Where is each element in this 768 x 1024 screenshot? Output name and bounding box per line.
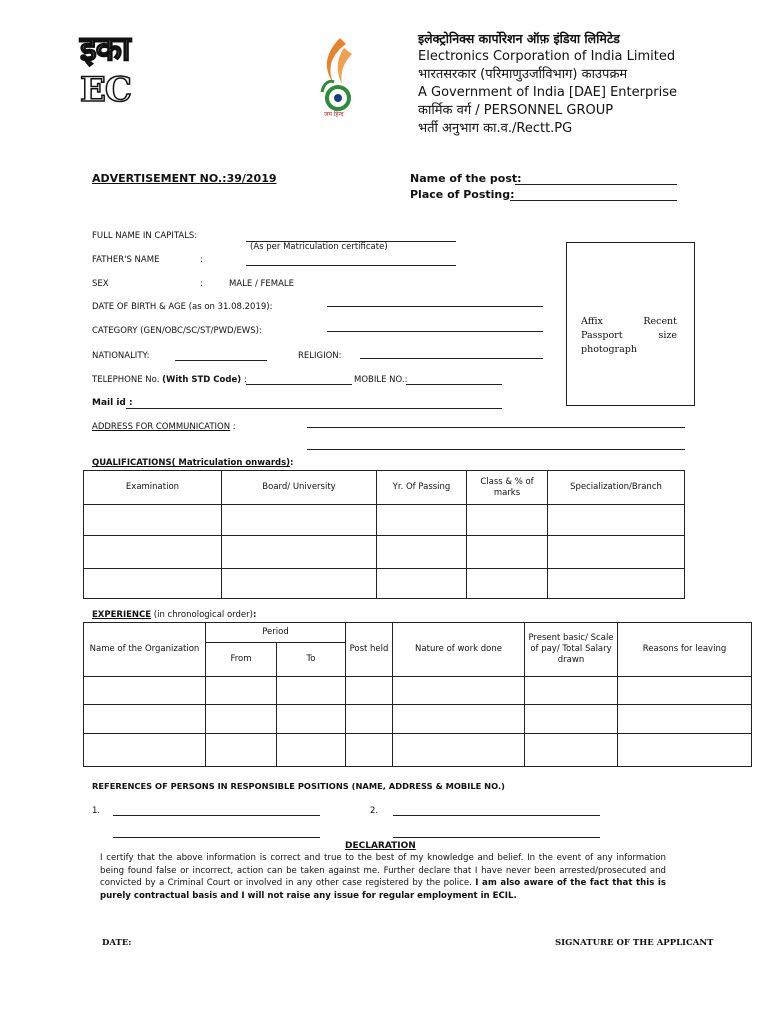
table-cell[interactable]	[525, 734, 618, 767]
category-label: CATEGORY (GEN/OBC/SC/ST/PWD/EWS):	[92, 326, 262, 336]
declaration-text	[100, 852, 666, 902]
emblem-caption: जय हिन्द	[324, 111, 344, 118]
photo-text-recent: Recent	[643, 316, 677, 327]
religion-label: RELIGION:	[298, 351, 342, 361]
company-header	[418, 30, 748, 138]
qualifications-title-colon: :	[290, 458, 294, 468]
table-cell[interactable]	[277, 734, 346, 767]
table-cell[interactable]	[618, 677, 752, 705]
table-cell[interactable]	[346, 677, 393, 705]
header-rectt: भर्ती अनुभाग का.व./Rectt.PG	[418, 121, 573, 136]
photo-text-affix: Affix	[581, 316, 603, 327]
father-name-label: FATHER'S NAME	[92, 255, 160, 265]
table-cell[interactable]	[467, 536, 548, 569]
nationality-field[interactable]	[175, 360, 267, 361]
experience-title-colon: :	[252, 610, 257, 620]
reference-1-number: 1.	[92, 806, 101, 816]
address-label-text: ADDRESS FOR COMMUNICATION	[92, 422, 231, 432]
header-english-govt: A Government of India [DAE] Enterprise	[418, 85, 677, 100]
logo-text: इका EC	[80, 29, 131, 110]
reference-2-line-2[interactable]	[393, 837, 600, 838]
sex-colon: :	[200, 279, 203, 289]
table-cell[interactable]	[393, 705, 525, 734]
photo-text-size: size	[658, 330, 677, 341]
qual-header-examination: Examination	[84, 471, 222, 505]
exp-header-nature: Nature of work done	[393, 623, 525, 677]
table-cell[interactable]	[548, 569, 685, 599]
table-cell[interactable]	[84, 536, 222, 569]
mail-label-text: Mail id	[92, 398, 126, 408]
qual-header-year: Yr. Of Passing	[377, 471, 467, 505]
table-row[interactable]	[84, 505, 685, 536]
table-row[interactable]	[84, 705, 752, 734]
mobile-field[interactable]	[406, 384, 502, 385]
qualifications-table	[83, 470, 685, 599]
address-label	[92, 422, 236, 432]
table-cell[interactable]	[467, 569, 548, 599]
religion-field[interactable]	[360, 358, 543, 359]
address-field-line-1[interactable]	[307, 427, 685, 428]
emblem-logo	[300, 32, 378, 122]
table-cell[interactable]	[377, 536, 467, 569]
dob-field[interactable]	[327, 306, 543, 307]
header-hindi-name: इलेक्ट्रोनिक्स कार्पोरेशन ऑफ़ इंडिया लिमिटेड	[418, 31, 620, 46]
table-cell[interactable]	[84, 505, 222, 536]
post-name-label: Name of the post:	[410, 172, 522, 185]
sex-label: SEX	[92, 279, 109, 289]
exp-header-period: Period	[206, 623, 346, 643]
signature-label: SIGNATURE OF THE APPLICANT	[555, 938, 714, 948]
advertisement-number: ADVERTISEMENT NO.:39/2019	[92, 172, 277, 185]
category-field[interactable]	[327, 331, 543, 332]
qual-header-board: Board/ University	[222, 471, 377, 505]
table-cell[interactable]	[222, 569, 377, 599]
table-cell[interactable]	[84, 569, 222, 599]
declaration-body-bold: I am also aware of the fact that this is purely contractual basis and I will not raise any issue for regular employment in ECIL.	[100, 878, 666, 901]
experience-header-row-1	[84, 623, 752, 643]
experience-title-text: EXPERIENCE	[92, 610, 152, 620]
exp-header-from: From	[206, 643, 277, 677]
mail-colon: :	[129, 398, 133, 408]
table-cell[interactable]	[377, 569, 467, 599]
father-name-colon: :	[200, 255, 203, 265]
exp-header-reasons: Reasons for leaving	[618, 623, 752, 677]
telephone-std-note: (With STD Code)	[162, 375, 242, 385]
table-row[interactable]	[84, 569, 685, 599]
reference-2-number: 2.	[370, 806, 379, 816]
table-cell[interactable]	[84, 705, 206, 734]
nationality-label: NATIONALITY:	[92, 351, 150, 361]
references-title: REFERENCES OF PERSONS IN RESPONSIBLE POSITIONS (NAME, ADDRESS & MOBILE NO.)	[92, 781, 505, 791]
table-cell[interactable]	[393, 734, 525, 767]
table-cell[interactable]	[206, 734, 277, 767]
table-cell[interactable]	[525, 677, 618, 705]
table-cell[interactable]	[525, 705, 618, 734]
experience-table	[83, 622, 752, 767]
table-cell[interactable]	[393, 677, 525, 705]
table-cell[interactable]	[222, 505, 377, 536]
declaration-body: I certify that the above information is correct and true to the best of my knowledge and belief. In the event of any information being found false or incorrect, action can be taken against me. Further declare that I have never been arrested/prosecuted and convicted by a Criminal Court or involved in any other case registered by the police.	[100, 853, 666, 889]
table-cell[interactable]	[277, 677, 346, 705]
qual-header-specialization: Specialization/Branch	[548, 471, 685, 505]
photo-text-passport: Passport	[581, 330, 623, 341]
father-name-field[interactable]	[246, 265, 456, 266]
full-name-label: FULL NAME IN CAPITALS:	[92, 231, 198, 241]
table-cell[interactable]	[377, 505, 467, 536]
address-field-line-2[interactable]	[307, 449, 685, 450]
mobile-label: MOBILE NO.:	[354, 375, 408, 385]
header-hindi-govt: भारतसरकार (परिमाणुउर्जाविभाग) काउपक्रम	[418, 67, 628, 82]
posting-place-label: Place of Posting:	[410, 188, 515, 201]
qualifications-title	[92, 458, 293, 468]
table-cell[interactable]	[277, 705, 346, 734]
reference-1-line-1[interactable]	[113, 815, 320, 816]
qual-header-class: Class & % of marks	[467, 471, 548, 505]
experience-title	[92, 610, 256, 620]
table-cell[interactable]	[618, 734, 752, 767]
exp-header-pay: Present basic/ Scale of pay/ Total Salary drawn	[525, 623, 618, 677]
mail-label	[92, 398, 133, 408]
table-cell[interactable]	[84, 677, 206, 705]
table-cell[interactable]	[548, 536, 685, 569]
declaration-title: DECLARATION	[345, 841, 416, 851]
exp-header-organization: Name of the Organization	[84, 623, 206, 677]
reference-2-line-1[interactable]	[393, 815, 600, 816]
table-cell[interactable]	[346, 734, 393, 767]
table-cell[interactable]	[206, 677, 277, 705]
telephone-label	[92, 375, 247, 385]
experience-title-note: (in chronological order)	[151, 610, 253, 620]
reference-1-line-2[interactable]	[113, 837, 320, 838]
emblem-icon	[300, 32, 378, 122]
matriculation-note: (As per Matriculation certificate)	[250, 242, 388, 252]
photo-box[interactable]	[566, 242, 695, 406]
telephone-colon: :	[241, 375, 247, 385]
table-cell[interactable]	[84, 734, 206, 767]
table-cell[interactable]	[467, 505, 548, 536]
exp-header-post: Post held	[346, 623, 393, 677]
table-cell[interactable]	[548, 505, 685, 536]
table-cell[interactable]	[618, 705, 752, 734]
posting-place-field[interactable]	[510, 200, 677, 201]
address-colon: :	[232, 422, 236, 432]
qualifications-header-row	[84, 471, 685, 505]
photo-text-photograph: photograph	[581, 344, 637, 355]
date-label: DATE:	[102, 938, 132, 948]
telephone-field[interactable]	[246, 384, 352, 385]
ecil-logo	[80, 24, 190, 110]
photo-instruction	[581, 315, 677, 357]
telephone-label-text: TELEPHONE No.	[92, 375, 163, 385]
sex-options[interactable]: MALE / FEMALE	[229, 279, 295, 289]
table-cell[interactable]	[222, 536, 377, 569]
table-row[interactable]	[84, 734, 752, 767]
mail-field[interactable]	[126, 408, 502, 409]
dob-label: DATE OF BIRTH & AGE (as on 31.08.2019):	[92, 302, 273, 312]
header-personnel-group: कार्मिक वर्ग / PERSONNEL GROUP	[418, 103, 614, 118]
table-cell[interactable]	[206, 705, 277, 734]
post-name-field[interactable]	[515, 184, 677, 185]
exp-header-to: To	[277, 643, 346, 677]
header-english-name: Electronics Corporation of India Limited	[418, 49, 676, 64]
table-row[interactable]	[84, 536, 685, 569]
table-row[interactable]	[84, 677, 752, 705]
table-cell[interactable]	[346, 705, 393, 734]
qualifications-title-text: QUALIFICATIONS( Matriculation onwards)	[92, 458, 291, 468]
